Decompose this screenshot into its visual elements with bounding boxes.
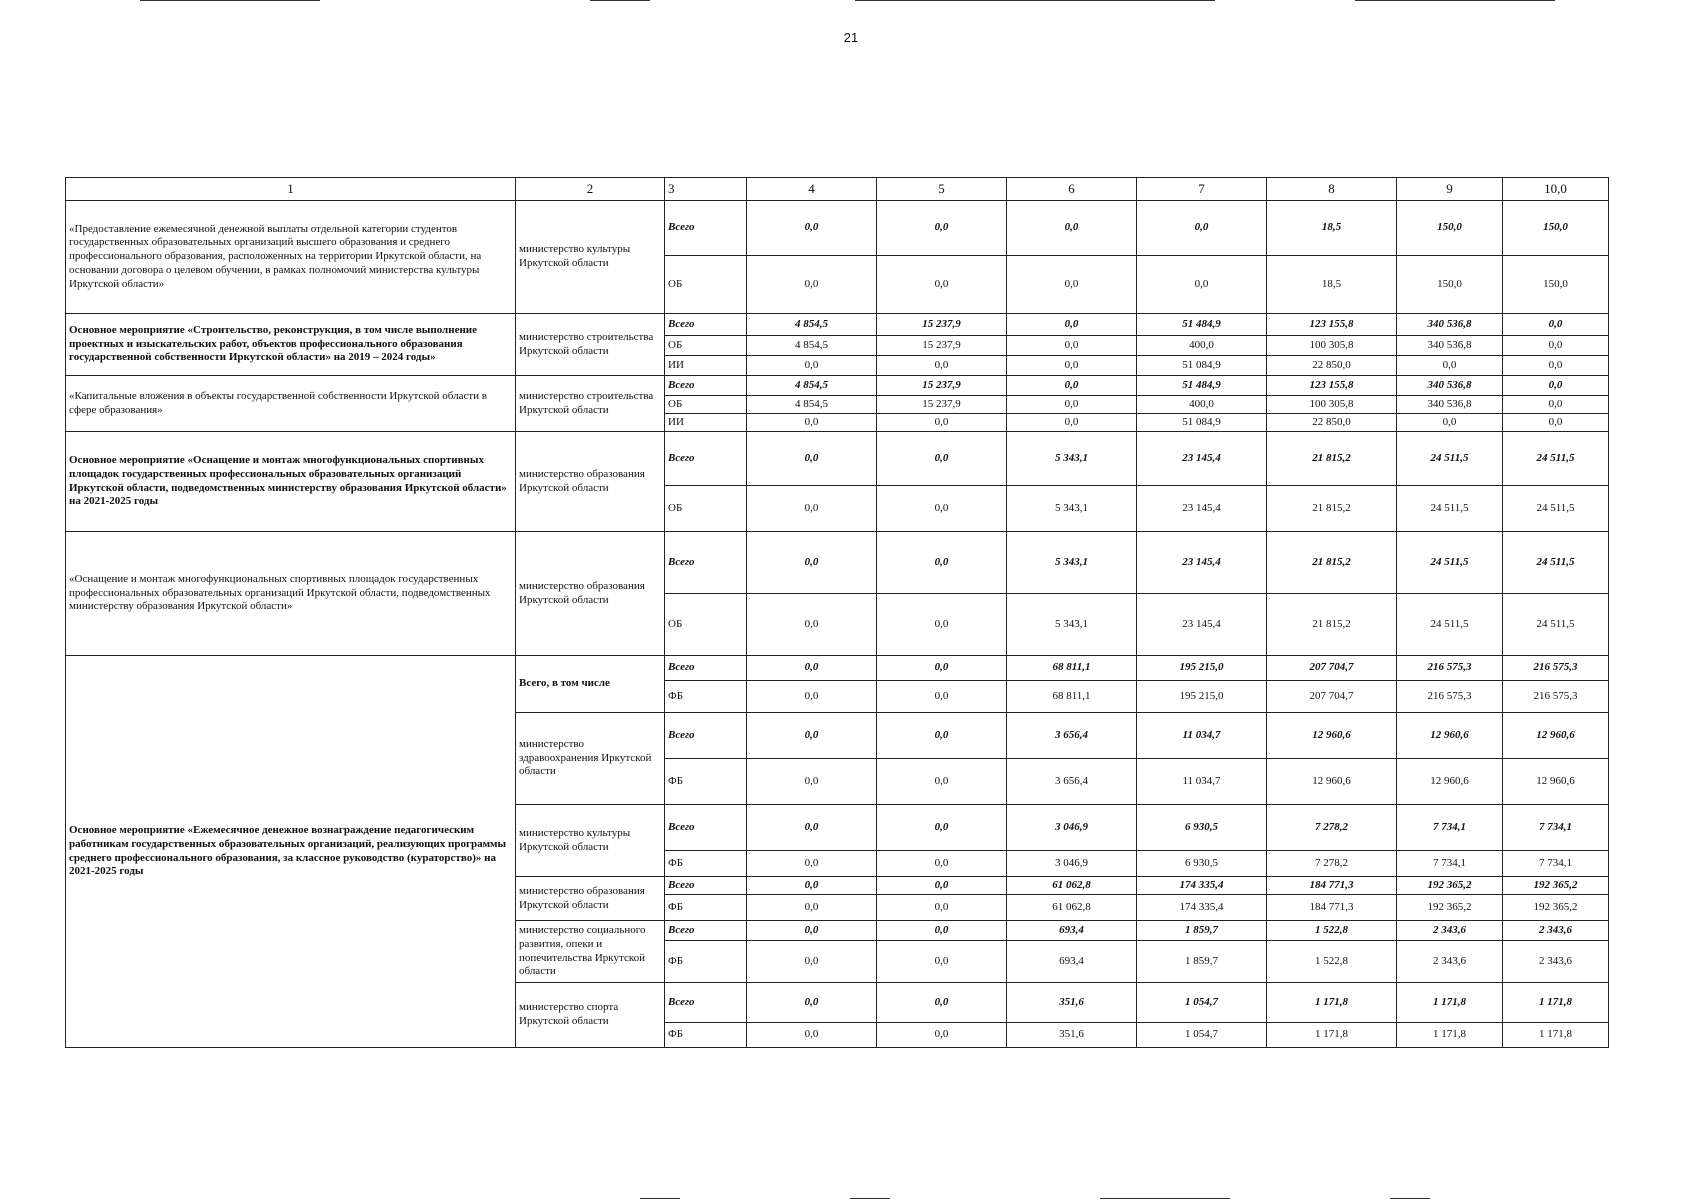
value-cell: 0,0 (877, 201, 1007, 256)
value-cell: 24 511,5 (1397, 486, 1503, 532)
value-cell: 15 237,9 (877, 376, 1007, 396)
value-cell: 0,0 (1007, 376, 1137, 396)
funding-source: ОБ (665, 594, 747, 656)
table-row (66, 532, 1609, 594)
value-cell: 0,0 (747, 356, 877, 376)
table-row (66, 432, 1609, 486)
value-cell: 123 155,8 (1267, 376, 1397, 396)
value-cell: 1 171,8 (1267, 983, 1397, 1023)
value-cell: 340 536,8 (1397, 396, 1503, 414)
value-cell: 0,0 (747, 656, 877, 681)
value-cell: 0,0 (877, 941, 1007, 983)
value-cell: 150,0 (1503, 201, 1609, 256)
value-cell: 24 511,5 (1503, 432, 1609, 486)
value-cell: 1 171,8 (1397, 983, 1503, 1023)
value-cell: 4 854,5 (747, 396, 877, 414)
header-cell: 10,0 (1503, 178, 1609, 201)
value-cell: 0,0 (1007, 336, 1137, 356)
executor-cell: министерство культуры Иркутской области (516, 201, 665, 314)
funding-source: ОБ (665, 336, 747, 356)
value-cell: 0,0 (747, 256, 877, 314)
executor-cell: министерство строительства Иркутской области (516, 314, 665, 376)
value-cell: 12 960,6 (1397, 713, 1503, 759)
value-cell: 100 305,8 (1267, 336, 1397, 356)
table-row (66, 314, 1609, 336)
funding-source: Всего (665, 713, 747, 759)
funding-source: Всего (665, 376, 747, 396)
value-cell: 0,0 (747, 713, 877, 759)
executor-cell: министерство образования Иркутской области (516, 877, 665, 921)
value-cell: 12 960,6 (1503, 713, 1609, 759)
value-cell: 0,0 (877, 532, 1007, 594)
value-cell: 100 305,8 (1267, 396, 1397, 414)
value-cell: 6 930,5 (1137, 805, 1267, 851)
value-cell: 18,5 (1267, 201, 1397, 256)
value-cell: 0,0 (1137, 256, 1267, 314)
value-cell: 11 034,7 (1137, 759, 1267, 805)
value-cell: 693,4 (1007, 921, 1137, 941)
header-cell: 5 (877, 178, 1007, 201)
value-cell: 1 171,8 (1397, 1023, 1503, 1048)
value-cell: 340 536,8 (1397, 376, 1503, 396)
value-cell: 0,0 (877, 895, 1007, 921)
value-cell: 216 575,3 (1397, 681, 1503, 713)
value-cell: 192 365,2 (1503, 895, 1609, 921)
executor-cell: министерство социального развития, опеки и попечительства Иркутской области (516, 921, 665, 983)
activity-description: «Оснащение и монтаж многофункциональных спортивных площадок государственных профессиональных образовательных организаций Иркутской области, подведомственных министерству образования Иркутской области» (66, 532, 516, 656)
value-cell: 184 771,3 (1267, 877, 1397, 895)
value-cell: 0,0 (877, 877, 1007, 895)
value-cell: 7 278,2 (1267, 805, 1397, 851)
funding-source: ИИ (665, 414, 747, 432)
funding-source: ФБ (665, 895, 747, 921)
value-cell: 0,0 (877, 983, 1007, 1023)
value-cell: 174 335,4 (1137, 877, 1267, 895)
scan-edge-rule (1390, 1198, 1430, 1199)
table-row (66, 201, 1609, 256)
value-cell: 21 815,2 (1267, 532, 1397, 594)
value-cell: 2 343,6 (1503, 921, 1609, 941)
value-cell: 0,0 (877, 414, 1007, 432)
header-row (66, 178, 1609, 201)
value-cell: 18,5 (1267, 256, 1397, 314)
value-cell: 216 575,3 (1503, 656, 1609, 681)
value-cell: 123 155,8 (1267, 314, 1397, 336)
executor-cell: Всего, в том числе (516, 656, 665, 713)
value-cell: 351,6 (1007, 983, 1137, 1023)
value-cell: 7 734,1 (1503, 805, 1609, 851)
funding-source: ФБ (665, 681, 747, 713)
funding-source: ФБ (665, 851, 747, 877)
value-cell: 0,0 (1397, 414, 1503, 432)
value-cell: 51 484,9 (1137, 314, 1267, 336)
value-cell: 0,0 (747, 532, 877, 594)
value-cell: 0,0 (1503, 376, 1609, 396)
value-cell: 207 704,7 (1267, 681, 1397, 713)
value-cell: 0,0 (877, 1023, 1007, 1048)
value-cell: 3 046,9 (1007, 851, 1137, 877)
value-cell: 1 522,8 (1267, 941, 1397, 983)
funding-source: Всего (665, 805, 747, 851)
value-cell: 23 145,4 (1137, 432, 1267, 486)
value-cell: 24 511,5 (1397, 594, 1503, 656)
value-cell: 2 343,6 (1503, 941, 1609, 983)
value-cell: 0,0 (1503, 414, 1609, 432)
value-cell: 0,0 (1503, 336, 1609, 356)
value-cell: 0,0 (877, 656, 1007, 681)
value-cell: 1 054,7 (1137, 1023, 1267, 1048)
value-cell: 0,0 (1007, 414, 1137, 432)
executor-cell: министерство строительства Иркутской области (516, 376, 665, 432)
value-cell: 150,0 (1397, 201, 1503, 256)
value-cell: 0,0 (877, 486, 1007, 532)
scan-edge-rule (140, 0, 320, 1)
value-cell: 12 960,6 (1267, 759, 1397, 805)
value-cell: 1 171,8 (1503, 1023, 1609, 1048)
value-cell: 1 859,7 (1137, 941, 1267, 983)
value-cell: 5 343,1 (1007, 486, 1137, 532)
value-cell: 61 062,8 (1007, 895, 1137, 921)
value-cell: 21 815,2 (1267, 486, 1397, 532)
value-cell: 15 237,9 (877, 314, 1007, 336)
value-cell: 3 046,9 (1007, 805, 1137, 851)
value-cell: 61 062,8 (1007, 877, 1137, 895)
value-cell: 1 171,8 (1267, 1023, 1397, 1048)
value-cell: 1 522,8 (1267, 921, 1397, 941)
header-cell: 9 (1397, 178, 1503, 201)
value-cell: 150,0 (1397, 256, 1503, 314)
value-cell: 7 734,1 (1503, 851, 1609, 877)
value-cell: 195 215,0 (1137, 656, 1267, 681)
value-cell: 195 215,0 (1137, 681, 1267, 713)
value-cell: 23 145,4 (1137, 486, 1267, 532)
funding-source: ФБ (665, 1023, 747, 1048)
executor-cell: министерство образования Иркутской области (516, 532, 665, 656)
value-cell: 0,0 (747, 201, 877, 256)
value-cell: 340 536,8 (1397, 314, 1503, 336)
header-cell: 4 (747, 178, 877, 201)
value-cell: 12 960,6 (1503, 759, 1609, 805)
value-cell: 0,0 (1007, 256, 1137, 314)
value-cell: 0,0 (747, 851, 877, 877)
funding-source: ФБ (665, 759, 747, 805)
value-cell: 1 859,7 (1137, 921, 1267, 941)
scan-edge-rule (1100, 1198, 1230, 1199)
funding-source: Всего (665, 656, 747, 681)
value-cell: 0,0 (877, 713, 1007, 759)
value-cell: 2 343,6 (1397, 941, 1503, 983)
table-row (66, 376, 1609, 396)
value-cell: 207 704,7 (1267, 656, 1397, 681)
value-cell: 21 815,2 (1267, 432, 1397, 486)
value-cell: 3 656,4 (1007, 759, 1137, 805)
value-cell: 23 145,4 (1137, 532, 1267, 594)
value-cell: 192 365,2 (1397, 877, 1503, 895)
header-cell: 3 (665, 178, 747, 201)
value-cell: 0,0 (747, 1023, 877, 1048)
value-cell: 5 343,1 (1007, 532, 1137, 594)
value-cell: 1 171,8 (1503, 983, 1609, 1023)
value-cell: 22 850,0 (1267, 356, 1397, 376)
scan-edge-rule (855, 0, 1215, 1)
value-cell: 351,6 (1007, 1023, 1137, 1048)
value-cell: 12 960,6 (1397, 759, 1503, 805)
activity-description: Основное мероприятие «Ежемесячное денежное вознаграждение педагогическим работникам государственных образовательных организаций, реализующих программы среднего профессионального образования, за классное руководство (кураторство)» на 2021-2025 годы (66, 656, 516, 1048)
value-cell: 1 054,7 (1137, 983, 1267, 1023)
value-cell: 0,0 (747, 895, 877, 921)
value-cell: 184 771,3 (1267, 895, 1397, 921)
value-cell: 24 511,5 (1503, 486, 1609, 532)
value-cell: 0,0 (747, 983, 877, 1023)
value-cell: 0,0 (877, 921, 1007, 941)
activity-description: «Капитальные вложения в объекты государственной собственности Иркутской области в сфере образования» (66, 376, 516, 432)
value-cell: 4 854,5 (747, 336, 877, 356)
funding-source: Всего (665, 921, 747, 941)
value-cell: 174 335,4 (1137, 895, 1267, 921)
value-cell: 0,0 (877, 759, 1007, 805)
executor-cell: министерство культуры Иркутской области (516, 805, 665, 877)
scan-edge-rule (1355, 0, 1555, 1)
funding-source: ОБ (665, 486, 747, 532)
header-cell: 6 (1007, 178, 1137, 201)
value-cell: 0,0 (747, 759, 877, 805)
value-cell: 0,0 (877, 681, 1007, 713)
value-cell: 68 811,1 (1007, 656, 1137, 681)
value-cell: 0,0 (877, 432, 1007, 486)
budget-table (65, 177, 1609, 1048)
funding-source: Всего (665, 432, 747, 486)
value-cell: 0,0 (877, 356, 1007, 376)
executor-cell: министерство образования Иркутской области (516, 432, 665, 532)
value-cell: 15 237,9 (877, 396, 1007, 414)
funding-source: ИИ (665, 356, 747, 376)
value-cell: 4 854,5 (747, 376, 877, 396)
value-cell: 51 084,9 (1137, 414, 1267, 432)
value-cell: 150,0 (1503, 256, 1609, 314)
executor-cell: министерство спорта Иркутской области (516, 983, 665, 1048)
value-cell: 0,0 (877, 256, 1007, 314)
value-cell: 192 365,2 (1503, 877, 1609, 895)
value-cell: 5 343,1 (1007, 594, 1137, 656)
header-cell: 1 (66, 178, 516, 201)
funding-source: Всего (665, 983, 747, 1023)
table-row (66, 656, 1609, 681)
value-cell: 6 930,5 (1137, 851, 1267, 877)
value-cell: 11 034,7 (1137, 713, 1267, 759)
value-cell: 23 145,4 (1137, 594, 1267, 656)
value-cell: 0,0 (747, 594, 877, 656)
value-cell: 24 511,5 (1503, 594, 1609, 656)
value-cell: 0,0 (747, 432, 877, 486)
value-cell: 0,0 (747, 486, 877, 532)
value-cell: 0,0 (1007, 201, 1137, 256)
value-cell: 0,0 (1007, 314, 1137, 336)
value-cell: 0,0 (1007, 396, 1137, 414)
value-cell: 68 811,1 (1007, 681, 1137, 713)
value-cell: 2 343,6 (1397, 921, 1503, 941)
value-cell: 4 854,5 (747, 314, 877, 336)
value-cell: 0,0 (1503, 396, 1609, 414)
value-cell: 24 511,5 (1397, 432, 1503, 486)
value-cell: 51 484,9 (1137, 376, 1267, 396)
value-cell: 7 734,1 (1397, 805, 1503, 851)
funding-source: Всего (665, 314, 747, 336)
value-cell: 400,0 (1137, 396, 1267, 414)
value-cell: 15 237,9 (877, 336, 1007, 356)
value-cell: 51 084,9 (1137, 356, 1267, 376)
scan-edge-rule (590, 0, 650, 1)
value-cell: 0,0 (747, 681, 877, 713)
value-cell: 12 960,6 (1267, 713, 1397, 759)
value-cell: 24 511,5 (1397, 532, 1503, 594)
value-cell: 0,0 (1137, 201, 1267, 256)
value-cell: 7 734,1 (1397, 851, 1503, 877)
value-cell: 0,0 (877, 851, 1007, 877)
page-number: 21 (843, 30, 859, 45)
value-cell: 0,0 (747, 414, 877, 432)
activity-description: Основное мероприятие «Строительство, реконструкция, в том числе выполнение проектных и изыскательских работ, объектов профессионального образования государственной собственности Иркутской области» на 2019 – 2024 годы» (66, 314, 516, 376)
funding-source: Всего (665, 532, 747, 594)
header-cell: 7 (1137, 178, 1267, 201)
value-cell: 0,0 (1397, 356, 1503, 376)
value-cell: 22 850,0 (1267, 414, 1397, 432)
value-cell: 0,0 (747, 877, 877, 895)
funding-source: ОБ (665, 256, 747, 314)
value-cell: 0,0 (877, 594, 1007, 656)
activity-description: «Предоставление ежемесячной денежной выплаты отдельной категории студентов государственных образовательных организаций высшего образования и среднего профессионального образования, расположенных на территории Иркутской области, на основании договора о целевом обучении, в рамках полномочий министерства культуры Иркутской области» (66, 201, 516, 314)
value-cell: 0,0 (1503, 314, 1609, 336)
funding-source: ОБ (665, 396, 747, 414)
value-cell: 0,0 (877, 805, 1007, 851)
value-cell: 21 815,2 (1267, 594, 1397, 656)
value-cell: 24 511,5 (1503, 532, 1609, 594)
scan-edge-rule (640, 1198, 680, 1199)
value-cell: 340 536,8 (1397, 336, 1503, 356)
table-body (66, 178, 1609, 1048)
header-cell: 2 (516, 178, 665, 201)
funding-source: Всего (665, 877, 747, 895)
value-cell: 0,0 (1007, 356, 1137, 376)
activity-description: Основное мероприятие «Оснащение и монтаж многофункциональных спортивных площадок государственных профессиональных образовательных организаций Иркутской области, подведомственных министерству образования Иркутской области» на 2021-2025 годы (66, 432, 516, 532)
value-cell: 0,0 (747, 921, 877, 941)
value-cell: 7 278,2 (1267, 851, 1397, 877)
value-cell: 0,0 (747, 941, 877, 983)
executor-cell: министерство здравоохранения Иркутской области (516, 713, 665, 805)
funding-source: ФБ (665, 941, 747, 983)
value-cell: 216 575,3 (1397, 656, 1503, 681)
funding-source: Всего (665, 201, 747, 256)
value-cell: 3 656,4 (1007, 713, 1137, 759)
value-cell: 400,0 (1137, 336, 1267, 356)
value-cell: 693,4 (1007, 941, 1137, 983)
value-cell: 192 365,2 (1397, 895, 1503, 921)
value-cell: 0,0 (1503, 356, 1609, 376)
value-cell: 216 575,3 (1503, 681, 1609, 713)
value-cell: 5 343,1 (1007, 432, 1137, 486)
value-cell: 0,0 (747, 805, 877, 851)
header-cell: 8 (1267, 178, 1397, 201)
scan-edge-rule (850, 1198, 890, 1199)
